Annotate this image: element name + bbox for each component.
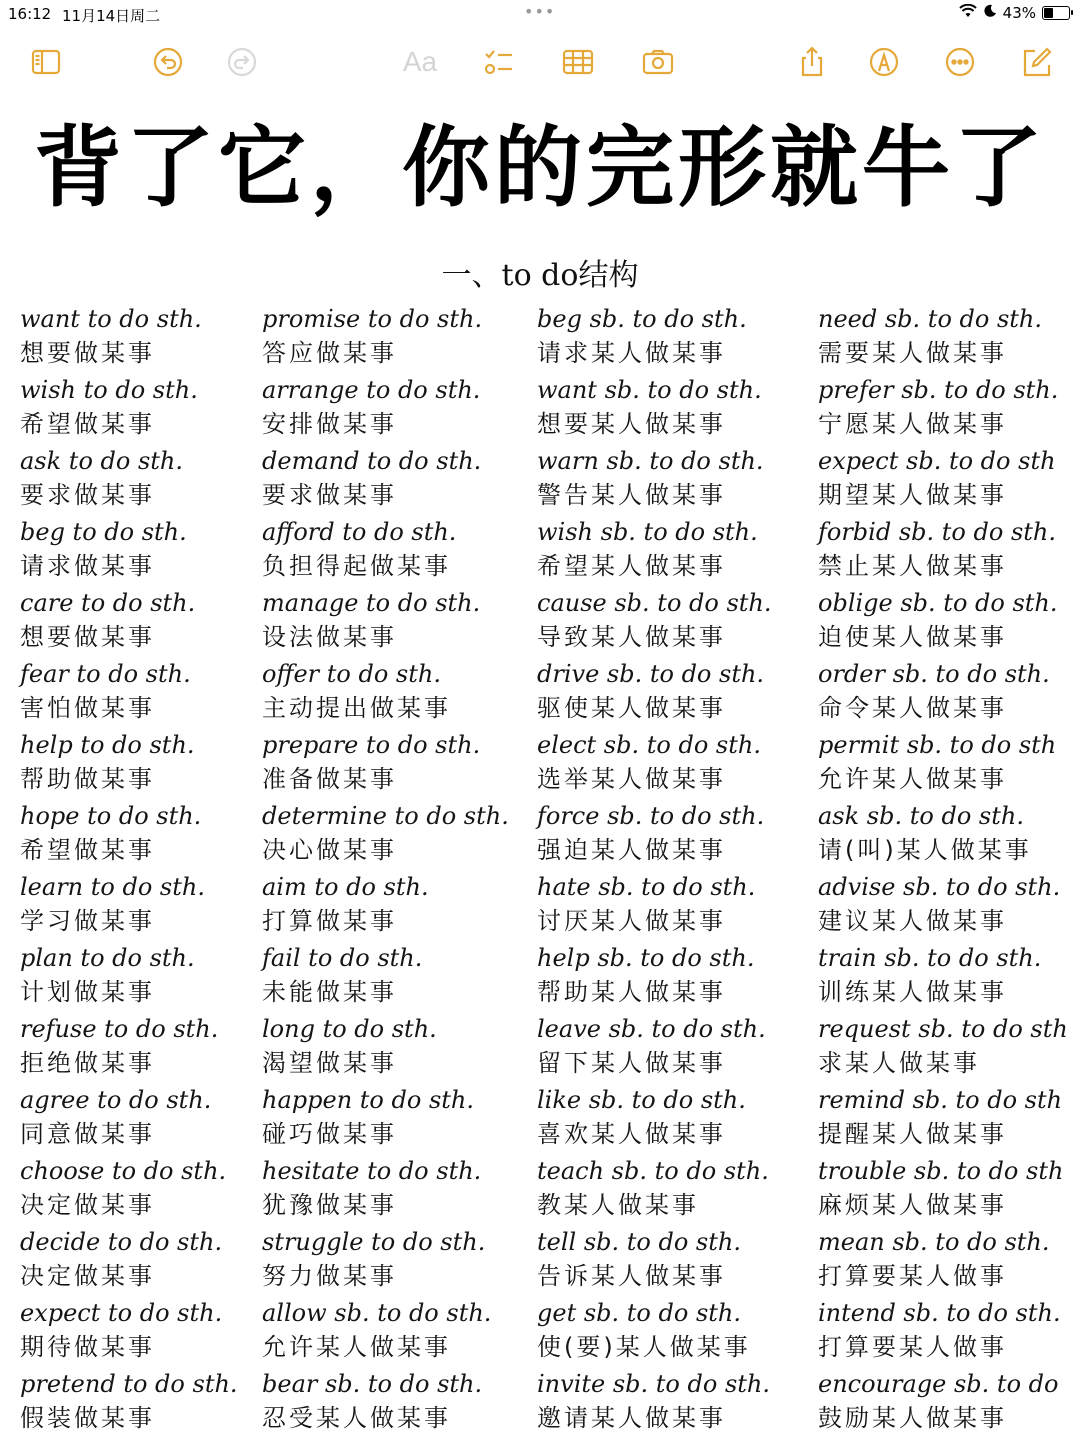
phrase-english: train sb. to do sth. xyxy=(818,944,1042,972)
phrase-english: allow sb. to do sth. xyxy=(262,1299,492,1327)
phrase-entry xyxy=(818,373,1080,444)
phrase-english: elect sb. to do sth. xyxy=(537,731,761,759)
redo-icon[interactable] xyxy=(222,42,262,82)
phrase-english: drive sb. to do sth. xyxy=(537,660,765,688)
phrase-chinese: 警告某人做某事 xyxy=(537,481,726,509)
phrase-chinese: 希望做某事 xyxy=(20,836,155,864)
phrase-chinese: 邀请某人做某事 xyxy=(537,1404,726,1432)
phrase-column xyxy=(818,302,1080,1438)
phrase-entry xyxy=(262,1154,532,1225)
phrase-chinese: 安排做某事 xyxy=(262,410,397,438)
phrase-chinese: 希望做某事 xyxy=(20,410,155,438)
phrase-chinese: 请求某人做某事 xyxy=(537,339,726,367)
phrase-english: choose to do sth. xyxy=(20,1157,227,1185)
sidebar-icon[interactable] xyxy=(26,42,66,82)
phrase-entry xyxy=(262,1083,532,1154)
phrase-english: struggle to do sth. xyxy=(262,1228,486,1256)
phrase-english: remind sb. to do sth xyxy=(818,1086,1063,1114)
camera-icon[interactable] xyxy=(638,42,678,82)
phrase-entry xyxy=(537,1225,807,1296)
phrase-chinese: 想要做某事 xyxy=(20,339,155,367)
phrase-entry xyxy=(818,515,1080,586)
phrase-english: arrange to do sth. xyxy=(262,376,481,404)
phrase-english: trouble sb. to do sth xyxy=(818,1157,1064,1185)
phrase-english: refuse to do sth. xyxy=(20,1015,219,1043)
phrase-entry xyxy=(818,657,1080,728)
phrase-chinese: 期望某人做某事 xyxy=(818,481,1007,509)
phrase-entry xyxy=(537,657,807,728)
phrase-entry xyxy=(537,870,807,941)
phrase-english: afford to do sth. xyxy=(262,518,457,546)
phrase-english: ask to do sth. xyxy=(20,447,184,475)
phrase-entry xyxy=(537,515,807,586)
phrase-chinese: 命令某人做某事 xyxy=(818,694,1007,722)
phrase-english: order sb. to do sth. xyxy=(818,660,1050,688)
phrase-chinese: 希望某人做某事 xyxy=(537,552,726,580)
phrase-chinese: 答应做某事 xyxy=(262,339,397,367)
phrase-chinese: 鼓励某人做某事 xyxy=(818,1404,1007,1432)
phrase-english: wish sb. to do sth. xyxy=(537,518,758,546)
phrase-english: forbid sb. to do sth. xyxy=(818,518,1056,546)
phrase-chinese: 学习做某事 xyxy=(20,907,155,935)
phrase-chinese: 讨厌某人做某事 xyxy=(537,907,726,935)
phrase-chinese: 努力做某事 xyxy=(262,1262,397,1290)
phrase-english: determine to do sth. xyxy=(262,802,509,830)
phrase-entry xyxy=(262,373,532,444)
phrase-english: teach sb. to do sth. xyxy=(537,1157,769,1185)
phrase-english: intend sb. to do sth. xyxy=(818,1299,1061,1327)
phrase-english: need sb. to do sth. xyxy=(818,305,1043,333)
phrase-entry xyxy=(537,1367,807,1438)
phrase-chinese: 宁愿某人做某事 xyxy=(818,410,1007,438)
phrase-entry xyxy=(818,444,1080,515)
multitasking-dots-icon[interactable]: ••• xyxy=(524,2,556,21)
phrase-entry xyxy=(537,302,807,373)
undo-icon[interactable] xyxy=(148,42,188,82)
phrase-english: help to do sth. xyxy=(20,731,195,759)
phrase-english: encourage sb. to do xyxy=(818,1370,1059,1398)
phrase-entry xyxy=(537,1083,807,1154)
section-title: 一、to do结构 xyxy=(441,258,639,293)
phrase-chinese: 打算做某事 xyxy=(262,907,397,935)
phrase-chinese: 麻烦某人做某事 xyxy=(818,1191,1007,1219)
phrase-chinese: 允许某人做某事 xyxy=(818,765,1007,793)
phrase-entry xyxy=(537,1012,807,1083)
table-icon[interactable] xyxy=(558,42,598,82)
phrase-chinese: 帮助某人做某事 xyxy=(537,978,726,1006)
phrase-english: manage to do sth. xyxy=(262,589,481,617)
status-bar xyxy=(0,0,1080,28)
phrase-entry xyxy=(20,302,290,373)
phrase-entry xyxy=(818,799,1080,870)
phrase-entry xyxy=(537,1296,807,1367)
phrase-entry xyxy=(262,1225,532,1296)
phrase-english: fear to do sth. xyxy=(20,660,191,688)
phrase-chinese: 强迫某人做某事 xyxy=(537,836,726,864)
moon-icon xyxy=(983,4,997,22)
markup-icon[interactable] xyxy=(864,42,904,82)
phrase-entry xyxy=(537,444,807,515)
phrase-chinese: 未能做某事 xyxy=(262,978,397,1006)
phrase-english: offer to do sth. xyxy=(262,660,441,688)
phrase-entry xyxy=(537,941,807,1012)
phrase-english: beg to do sth. xyxy=(20,518,187,546)
phrase-chinese: 提醒某人做某事 xyxy=(818,1120,1007,1148)
phrase-chinese: 留下某人做某事 xyxy=(537,1049,726,1077)
phrase-chinese: 害怕做某事 xyxy=(20,694,155,722)
phrase-entry xyxy=(262,515,532,586)
phrase-chinese: 打算要某人做事 xyxy=(818,1262,1007,1290)
phrase-entry xyxy=(262,799,532,870)
phrase-entry xyxy=(262,586,532,657)
phrase-chinese: 帮助做某事 xyxy=(20,765,155,793)
phrase-chinese: 建议某人做某事 xyxy=(818,907,1007,935)
phrase-entry xyxy=(262,657,532,728)
battery-percent: 43% xyxy=(1002,4,1036,22)
phrase-english: prepare to do sth. xyxy=(262,731,481,759)
phrase-english: invite sb. to do sth. xyxy=(537,1370,770,1398)
phrase-entry xyxy=(818,1296,1080,1367)
phrase-english: tell sb. to do sth. xyxy=(537,1228,741,1256)
battery-icon xyxy=(1042,6,1070,20)
phrase-entry xyxy=(537,728,807,799)
phrase-chinese: 迫使某人做某事 xyxy=(818,623,1007,651)
phrase-entry xyxy=(537,373,807,444)
phrase-chinese: 拒绝做某事 xyxy=(20,1049,155,1077)
phrase-english: fail to do sth. xyxy=(262,944,423,972)
phrase-english: hate sb. to do sth. xyxy=(537,873,756,901)
phrase-english: agree to do sth. xyxy=(20,1086,212,1114)
phrase-english: happen to do sth. xyxy=(262,1086,474,1114)
status-time: 16:12 xyxy=(8,5,52,23)
phrase-chinese: 犹豫做某事 xyxy=(262,1191,397,1219)
phrase-entry xyxy=(262,1012,532,1083)
phrase-chinese: 驱使某人做某事 xyxy=(537,694,726,722)
phrase-chinese: 同意做某事 xyxy=(20,1120,155,1148)
phrase-chinese: 使(要)某人做某事 xyxy=(537,1333,751,1361)
phrase-entry xyxy=(537,799,807,870)
phrase-english: warn sb. to do sth. xyxy=(537,447,764,475)
phrase-entry xyxy=(262,870,532,941)
phrase-chinese: 训练某人做某事 xyxy=(818,978,1007,1006)
phrase-english: prefer sb. to do sth. xyxy=(818,376,1059,404)
phrase-entry xyxy=(262,728,532,799)
phrase-entry xyxy=(818,870,1080,941)
phrase-english: ask sb. to do sth. xyxy=(818,802,1024,830)
phrase-entry xyxy=(20,515,290,586)
text-format-icon[interactable]: Aa xyxy=(402,46,438,77)
phrase-entry xyxy=(818,941,1080,1012)
phrase-english: mean sb. to do sth. xyxy=(818,1228,1050,1256)
phrase-chinese: 决定做某事 xyxy=(20,1191,155,1219)
phrase-entry xyxy=(20,799,290,870)
phrase-chinese: 要求做某事 xyxy=(20,481,155,509)
phrase-chinese: 设法做某事 xyxy=(262,623,397,651)
phrase-entry xyxy=(20,657,290,728)
phrase-chinese: 允许某人做某事 xyxy=(262,1333,451,1361)
phrase-chinese: 主动提出做某事 xyxy=(262,694,451,722)
phrase-entry xyxy=(20,1296,290,1367)
phrase-english: pretend to do sth. xyxy=(20,1370,238,1398)
phrase-chinese: 求某人做某事 xyxy=(818,1049,980,1077)
phrase-chinese: 计划做某事 xyxy=(20,978,155,1006)
phrase-entry xyxy=(818,586,1080,657)
phrase-english: promise to do sth. xyxy=(262,305,483,333)
phrase-chinese: 想要做某事 xyxy=(20,623,155,651)
share-icon[interactable] xyxy=(792,42,832,82)
phrase-english: plan to do sth. xyxy=(20,944,195,972)
phrase-english: cause sb. to do sth. xyxy=(537,589,772,617)
phrase-entry xyxy=(262,444,532,515)
compose-icon[interactable] xyxy=(1016,42,1056,82)
phrase-english: advise sb. to do sth. xyxy=(818,873,1061,901)
phrase-chinese: 选举某人做某事 xyxy=(537,765,726,793)
status-date: 11月14日周二 xyxy=(62,7,161,25)
phrase-column xyxy=(20,302,290,1438)
phrase-column xyxy=(262,302,532,1438)
phrase-entry xyxy=(20,586,290,657)
phrase-chinese: 导致某人做某事 xyxy=(537,623,726,651)
phrase-entry xyxy=(537,1154,807,1225)
phrase-entry xyxy=(20,1012,290,1083)
phrase-chinese: 要求做某事 xyxy=(262,481,397,509)
phrase-chinese: 需要某人做某事 xyxy=(818,339,1007,367)
phrase-chinese: 告诉某人做某事 xyxy=(537,1262,726,1290)
phrase-chinese: 决定做某事 xyxy=(20,1262,155,1290)
phrase-entry xyxy=(818,1367,1080,1438)
phrase-entry xyxy=(262,1367,532,1438)
phrase-chinese: 请求做某事 xyxy=(20,552,155,580)
phrase-english: expect sb. to do sth xyxy=(818,447,1056,475)
phrase-chinese: 碰巧做某事 xyxy=(262,1120,397,1148)
phrase-entry xyxy=(818,1012,1080,1083)
phrase-english: wish to do sth. xyxy=(20,376,198,404)
phrase-column xyxy=(537,302,807,1438)
wifi-icon xyxy=(959,4,977,22)
phrase-entry xyxy=(818,728,1080,799)
phrase-entry xyxy=(818,1154,1080,1225)
phrase-chinese: 负担得起做某事 xyxy=(262,552,451,580)
phrase-entry xyxy=(20,941,290,1012)
phrase-english: long to do sth. xyxy=(262,1015,437,1043)
phrase-entry xyxy=(20,728,290,799)
phrase-entry xyxy=(20,1154,290,1225)
phrase-entry xyxy=(20,1225,290,1296)
phrase-entry xyxy=(818,1225,1080,1296)
phrase-english: oblige sb. to do sth. xyxy=(818,589,1058,617)
phrase-entry xyxy=(818,302,1080,373)
status-indicators xyxy=(959,4,1070,22)
phrase-chinese: 假装做某事 xyxy=(20,1404,155,1432)
phrase-entry xyxy=(537,586,807,657)
phrase-entry xyxy=(20,870,290,941)
phrase-entry xyxy=(20,1083,290,1154)
phrase-english: bear sb. to do sth. xyxy=(262,1370,483,1398)
phrase-english: permit sb. to do sth xyxy=(818,731,1057,759)
phrase-entry xyxy=(262,941,532,1012)
phrase-chinese: 决心做某事 xyxy=(262,836,397,864)
phrase-english: care to do sth. xyxy=(20,589,196,617)
notes-toolbar xyxy=(0,36,1080,86)
phrase-english: like sb. to do sth. xyxy=(537,1086,746,1114)
phrase-entry xyxy=(262,302,532,373)
phrase-chinese: 渴望做某事 xyxy=(262,1049,397,1077)
phrase-chinese: 喜欢某人做某事 xyxy=(537,1120,726,1148)
phrase-chinese: 准备做某事 xyxy=(262,765,397,793)
phrase-entry xyxy=(20,373,290,444)
phrase-chinese: 教某人做某事 xyxy=(537,1191,699,1219)
phrase-entry xyxy=(20,1367,290,1438)
checklist-icon[interactable] xyxy=(478,42,518,82)
phrase-english: get sb. to do sth. xyxy=(537,1299,741,1327)
phrase-english: expect to do sth. xyxy=(20,1299,223,1327)
phrase-english: want sb. to do sth. xyxy=(537,376,762,404)
phrase-english: help sb. to do sth. xyxy=(537,944,755,972)
phrase-chinese: 禁止某人做某事 xyxy=(818,552,1007,580)
phrase-english: demand to do sth. xyxy=(262,447,482,475)
phrase-english: force sb. to do sth. xyxy=(537,802,765,830)
phrase-chinese: 期待做某事 xyxy=(20,1333,155,1361)
phrase-english: want to do sth. xyxy=(20,305,202,333)
phrase-english: hesitate to do sth. xyxy=(262,1157,482,1185)
phrase-entry xyxy=(818,1083,1080,1154)
phrase-english: request sb. to do sth xyxy=(818,1015,1068,1043)
phrase-english: decide to do sth. xyxy=(20,1228,223,1256)
note-headline: 背了它，你的完形就牛了 xyxy=(33,116,1046,219)
phrase-english: leave sb. to do sth. xyxy=(537,1015,766,1043)
phrase-english: hope to do sth. xyxy=(20,802,202,830)
phrase-english: learn to do sth. xyxy=(20,873,205,901)
phrase-entry xyxy=(262,1296,532,1367)
more-icon[interactable] xyxy=(940,42,980,82)
phrase-chinese: 请(叫)某人做某事 xyxy=(818,836,1032,864)
phrase-english: beg sb. to do sth. xyxy=(537,305,747,333)
phrase-chinese: 忍受某人做某事 xyxy=(262,1404,451,1432)
phrase-chinese: 想要某人做某事 xyxy=(537,410,726,438)
phrase-chinese: 打算要某人做事 xyxy=(818,1333,1007,1361)
phrase-english: aim to do sth. xyxy=(262,873,429,901)
phrase-entry xyxy=(20,444,290,515)
